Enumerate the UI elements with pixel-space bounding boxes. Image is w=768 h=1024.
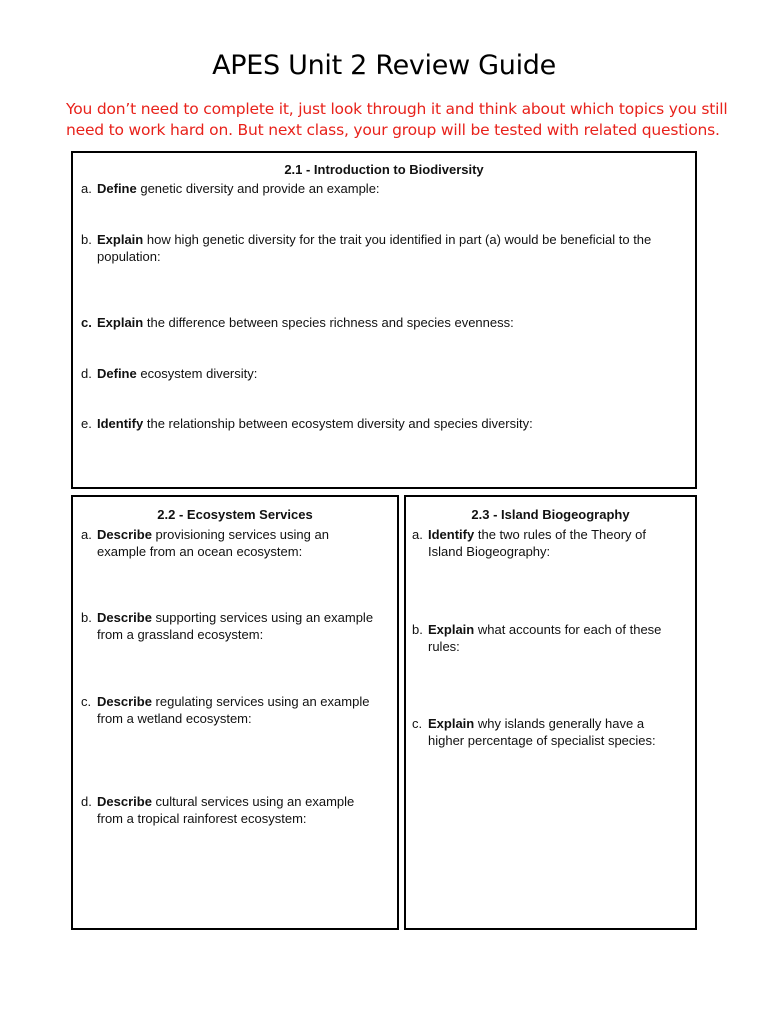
question-verb: Describe: [97, 527, 152, 542]
question-text: supporting services using an example from a grassland ecosystem:: [97, 610, 374, 642]
question-verb: Identify: [97, 416, 144, 431]
question-e: [81, 415, 681, 432]
question-d: [81, 365, 681, 382]
question-letter: e.: [81, 416, 92, 431]
question-verb: Describe: [97, 610, 152, 625]
question-text: regulating services using an example from a wetland ecosystem:: [97, 694, 370, 726]
question-b: [412, 621, 680, 655]
question-letter: d.: [81, 794, 92, 809]
question-a: [81, 526, 381, 560]
question-letter: a.: [81, 527, 92, 542]
question-verb: Describe: [97, 794, 152, 809]
question-letter: b.: [412, 622, 423, 637]
note-line-1: You don’t need to complete it, just look through it and think about which topics you still: [66, 100, 728, 118]
question-letter: c.: [81, 315, 92, 330]
question-verb: Describe: [97, 694, 152, 709]
question-b: [81, 231, 683, 265]
question-verb: Explain: [97, 315, 144, 330]
question-verb: Identify: [428, 527, 475, 542]
question-text: ecosystem diversity:: [136, 366, 258, 381]
section-title: 2.2 - Ecosystem Services: [157, 507, 313, 522]
question-verb: Define: [97, 181, 137, 196]
question-verb: Explain: [428, 622, 475, 637]
question-c: [412, 715, 680, 749]
section-biodiversity: [71, 151, 697, 489]
section-island-biogeography: [404, 495, 697, 930]
instructions-note: [66, 99, 728, 141]
question-text: cultural services using an example from a tropical rainforest ecosystem:: [97, 794, 355, 826]
question-text: why islands generally have a higher percentage of specialist species:: [428, 716, 656, 748]
question-a: [412, 526, 680, 560]
question-text: genetic diversity and provide an example:: [136, 181, 380, 196]
question-text: the relationship between ecosystem diversity and species diversity:: [143, 416, 533, 431]
question-text: how high genetic diversity for the trait you identified in part (a) would be beneficial to the population:: [97, 232, 652, 264]
question-a: [81, 180, 681, 197]
page-title: APES Unit 2 Review Guide: [212, 50, 556, 81]
question-c: [81, 314, 681, 331]
question-d: [81, 793, 381, 827]
question-c: [81, 693, 391, 727]
question-letter: c.: [412, 716, 423, 731]
question-letter: b.: [81, 610, 92, 625]
question-letter: a.: [412, 527, 423, 542]
section-ecosystem-services: [71, 495, 399, 930]
question-letter: b.: [81, 232, 92, 247]
question-text: what accounts for each of these rules:: [428, 622, 662, 654]
question-text: the difference between species richness and species evenness:: [143, 315, 514, 330]
question-verb: Explain: [97, 232, 144, 247]
question-letter: c.: [81, 694, 92, 709]
question-text: the two rules of the Theory of Island Biogeography:: [428, 527, 646, 559]
question-verb: Explain: [428, 716, 475, 731]
question-letter: d.: [81, 366, 92, 381]
section-title: 2.1 - Introduction to Biodiversity: [284, 162, 484, 177]
note-line-2: need to work hard on. But next class, your group will be tested with related questions.: [66, 121, 720, 139]
question-verb: Define: [97, 366, 137, 381]
question-text: provisioning services using an example from an ocean ecosystem:: [97, 527, 329, 559]
question-b: [81, 609, 391, 643]
question-letter: a.: [81, 181, 92, 196]
section-title: 2.3 - Island Biogeography: [471, 507, 630, 522]
